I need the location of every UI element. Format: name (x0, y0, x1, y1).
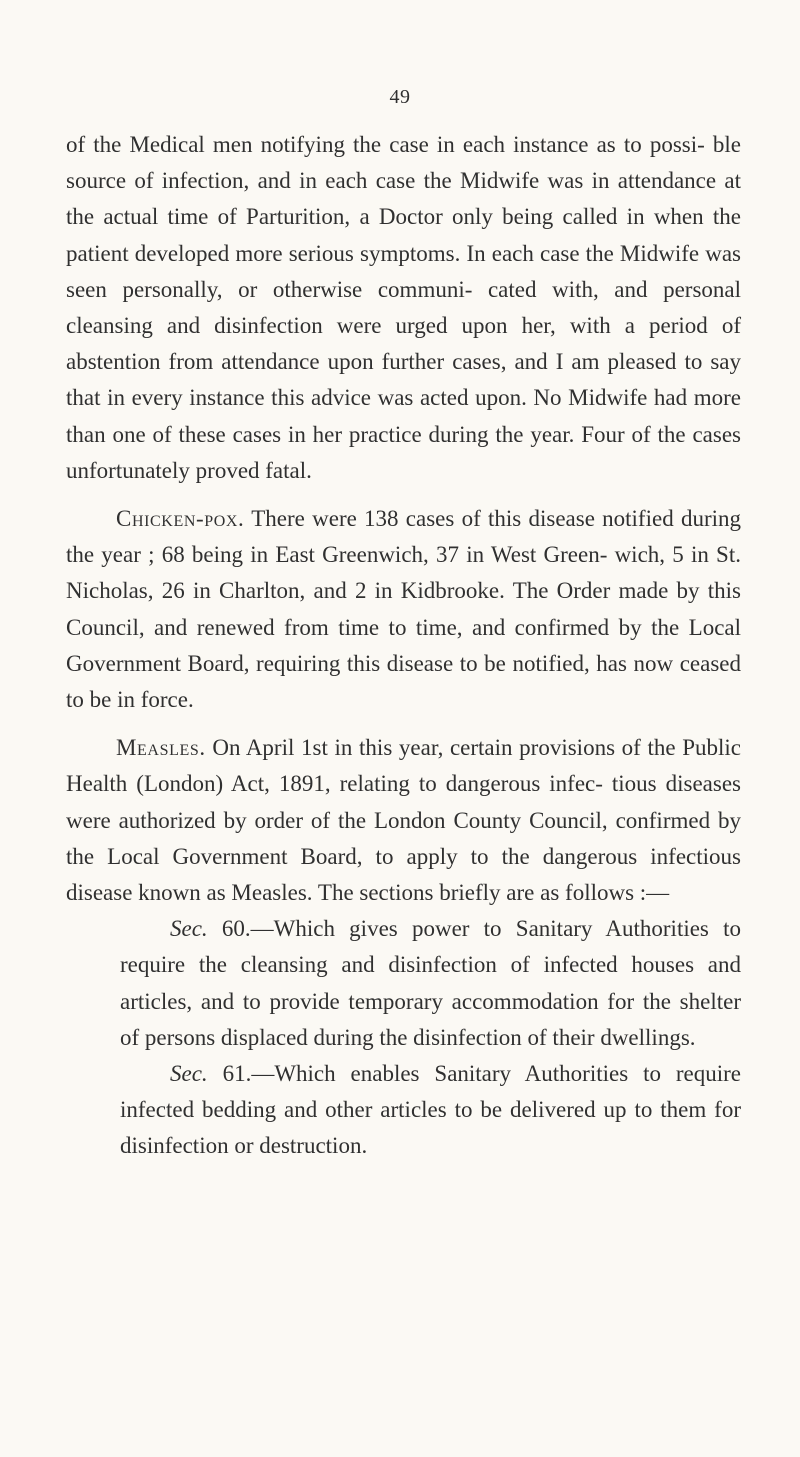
paragraph-chicken-pox (66, 501, 741, 718)
section-60-text: 60.—Which gives power to Sanitary Authorities to require the cleansing and disinfection of infected houses and articles, and to provide temporary accommodation for the shelter of persons displaced during the disinfection of their dwellings. (120, 916, 741, 1050)
body-text (66, 127, 741, 1165)
section-61-label: Sec. (170, 1061, 208, 1087)
section-61-text: 61.—Which enables Sanitary Authorities to require infected bedding and other articles to be delivered up to them for disinfection or destruction. (120, 1061, 741, 1159)
paragraph-midwife-cases: of the Medical men notifying the case in each instance as to possi- ble source of infection, and in each case the Midwife was in attendance at the actual time of Parturition, a Doctor only being called in when the patient developed more serious symptoms. In each case the Midwife was seen personally, or otherwise communi- cated with, and personal cleansing and disinfection were urged upon her, with a period of abstention from attendance upon further cases, and I am pleased to say that in every instance this advice was acted upon. No Midwife had more than one of these cases in her practice during the year. Four of the cases unfortunately proved fatal. (66, 132, 741, 483)
chicken-pox-heading: Chicken-pox. (116, 506, 245, 532)
paragraph-measles (66, 730, 741, 911)
section-60 (66, 911, 741, 1056)
section-61 (66, 1056, 741, 1165)
measles-heading: Measles. (116, 735, 206, 761)
page-number: 49 (389, 86, 411, 108)
chicken-pox-text: There were 138 cases of this disease notified during the year ; 68 being in East Greenwich, 37 in West Green- wich, 5 in St. Nicholas, 26 in Charlton, and 2 in Kidbrooke. The Order made by this Council, and renewed from time to time, and confirmed by the Local Government Board, requiring this disease to be notified, has now ceased to be in force. (66, 506, 741, 713)
section-60-label: Sec. (170, 916, 208, 942)
measles-text: On April 1st in this year, certain provisions of the Public Health (London) Act, 1891, relating to dangerous infec- tious diseases were authorized by order of the London County Council, confirmed by the Local Government Board, to apply to the dangerous infectious disease known as Measles. The sections briefly are as follows :— (66, 735, 741, 906)
